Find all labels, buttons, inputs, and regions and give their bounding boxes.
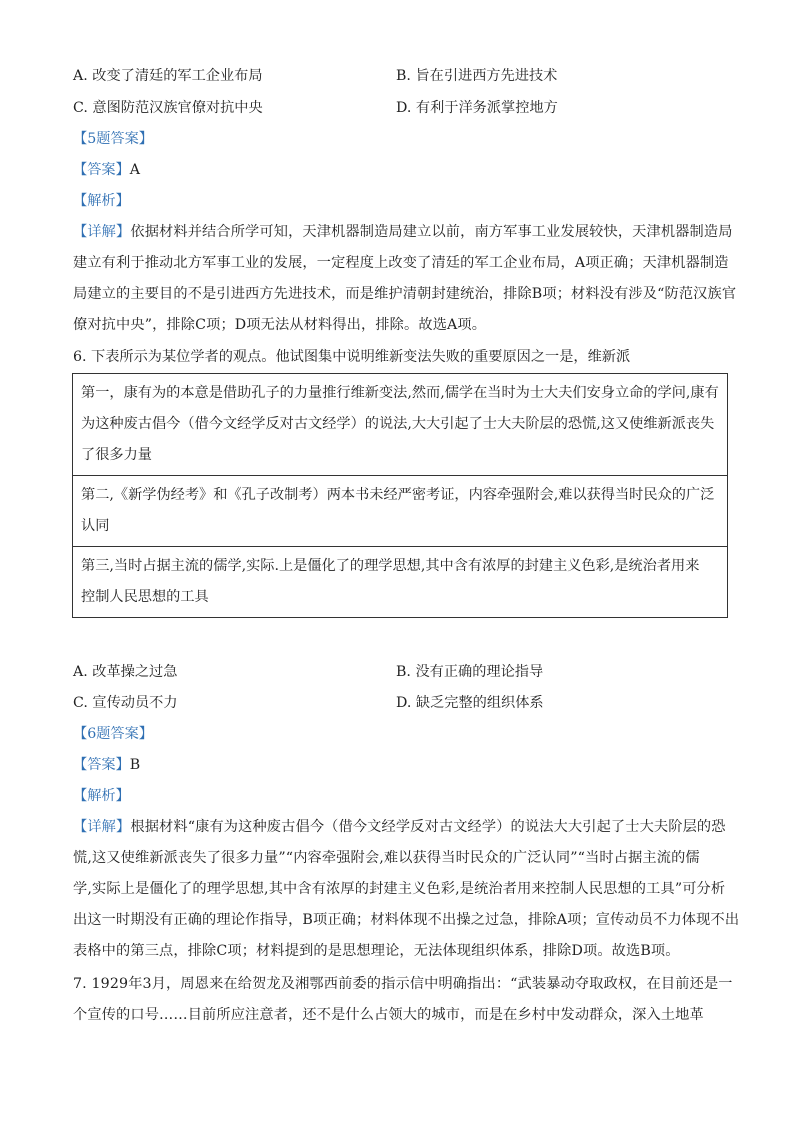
option-label: B. xyxy=(396,68,411,84)
q6-stem: 6. 下表所示为某位学者的观点。他试图集中说明维新变法失败的重要原因之一是，维新派 xyxy=(73,349,631,365)
q6-option-b xyxy=(396,662,543,682)
q6-analysis-tag: 【解析】 xyxy=(73,788,130,804)
answer-tag: 【答案】 xyxy=(73,757,130,773)
q6-views-table xyxy=(72,373,728,618)
q6-detail xyxy=(73,812,740,967)
q6-section-title: 【6题答案】 xyxy=(73,726,153,742)
option-text: 改革操之过急 xyxy=(92,664,178,680)
answer-value: A xyxy=(129,162,141,178)
detail-line: 学,实际上是僵化了的理学思想,其中含有浓厚的封建主义色彩,是统治者用来控制人民思想的工具”可分析 xyxy=(73,881,726,897)
option-text: 有利于洋务派掌控地方 xyxy=(415,100,558,116)
option-label: A. xyxy=(73,68,88,84)
detail-line: 【详解】根据材料“康有为这种废古倡今（借今文经学反对古文经学）的说法大大引起了士大夫阶层的恐 xyxy=(73,819,726,835)
option-label: D. xyxy=(396,695,412,711)
option-text: 旨在引进西方先进技术 xyxy=(415,68,558,84)
answer-tag: 【答案】 xyxy=(73,162,130,178)
q5-section-title: 【5题答案】 xyxy=(73,131,153,147)
q6-option-c xyxy=(73,693,178,713)
option-label: D. xyxy=(396,100,412,116)
q6-option-d xyxy=(396,693,544,713)
q5-option-a xyxy=(73,66,263,86)
option-text: 没有正确的理论指导 xyxy=(415,664,544,680)
table-cell: 第一，康有为的本意是借助孔子的力量推行维新变法,然而,儒学在当时为士大夫们安身立命的学问,康有 为这种废古倡今（借今文经学反对古文经学）的说法,大大引起了士大夫阶层的恐慌,这又使维新派丧失 了很多力量 xyxy=(73,374,728,476)
q5-option-d xyxy=(396,98,558,118)
table-row xyxy=(73,476,728,547)
detail-tag: 【详解】 xyxy=(73,224,131,240)
option-label: B. xyxy=(396,664,411,680)
option-text: 缺乏完整的组织体系 xyxy=(415,695,544,711)
option-text: 改变了清廷的军工企业布局 xyxy=(92,68,263,84)
q5-analysis-tag: 【解析】 xyxy=(73,193,130,209)
option-label: A. xyxy=(73,664,88,680)
table-row xyxy=(73,547,728,618)
option-label: C. xyxy=(73,100,88,116)
answer-value: B xyxy=(129,757,141,773)
q5-option-b xyxy=(396,66,557,86)
q5-detail xyxy=(73,217,737,341)
option-text: 宣传动员不力 xyxy=(92,695,178,711)
table-cell: 第三,当时占据主流的儒学,实际.上是僵化了的理学思想,其中含有浓厚的封建主义色彩,是统治者用来 控制人民思想的工具 xyxy=(73,547,728,618)
detail-line: 【详解】依据材料并结合所学可知，天津机器制造局建立以前，南方军事工业发展较快，天津机器制造局 xyxy=(73,224,733,240)
q5-option-c xyxy=(73,98,263,118)
option-text: 意图防范汉族官僚对抗中央 xyxy=(92,100,263,116)
table-row xyxy=(73,374,728,476)
detail-line: 僚对抗中央”，排除C项；D项无法从材料得出，排除。故选A项。 xyxy=(73,317,487,333)
option-label: C. xyxy=(73,695,88,711)
detail-line: 局建立的主要目的不是引进西方先进技术，而是维护清朝封建统治，排除B项；材料没有涉及“防范汉族官 xyxy=(73,286,737,302)
q7-stem xyxy=(73,969,733,1031)
detail-tag: 【详解】 xyxy=(73,819,131,835)
detail-line: 建立有利于推动北方军事工业的发展，一定程度上改变了清廷的军工企业布局，A项正确；天津机器制造 xyxy=(73,255,729,271)
stem-line: 个宣传的口号……目前所应注意者，还不是什么占领大的城市，而是在乡村中发动群众，深入土地革 xyxy=(73,1007,704,1023)
table-cell: 第二,《新学伪经考》和《孔子改制考）两本书未经严密考证，内容牵强附会,难以获得当时民众的广泛 认同 xyxy=(73,476,728,547)
stem-line: 7. 1929年3月，周恩来在给贺龙及湘鄂西前委的指示信中明确指出：“武装暴动夺取政权，在目前还是一 xyxy=(73,976,733,992)
detail-line: 表格中的第三点，排除C项；材料提到的是思想理论，无法体现组织体系，排除D项。故选B项。 xyxy=(73,943,680,959)
q5-answer xyxy=(73,160,140,180)
detail-line: 慌,这又使维新派丧失了很多力量”“内容牵强附会,难以获得当时民众的广泛认同”“当时占据主流的儒 xyxy=(73,850,700,866)
q6-option-a xyxy=(73,662,177,682)
q6-answer xyxy=(73,755,140,775)
detail-line: 出这一时期没有正确的理论作指导，B项正确；材料体现不出操之过急，排除A项；宣传动员不力体现不出 xyxy=(73,912,740,928)
